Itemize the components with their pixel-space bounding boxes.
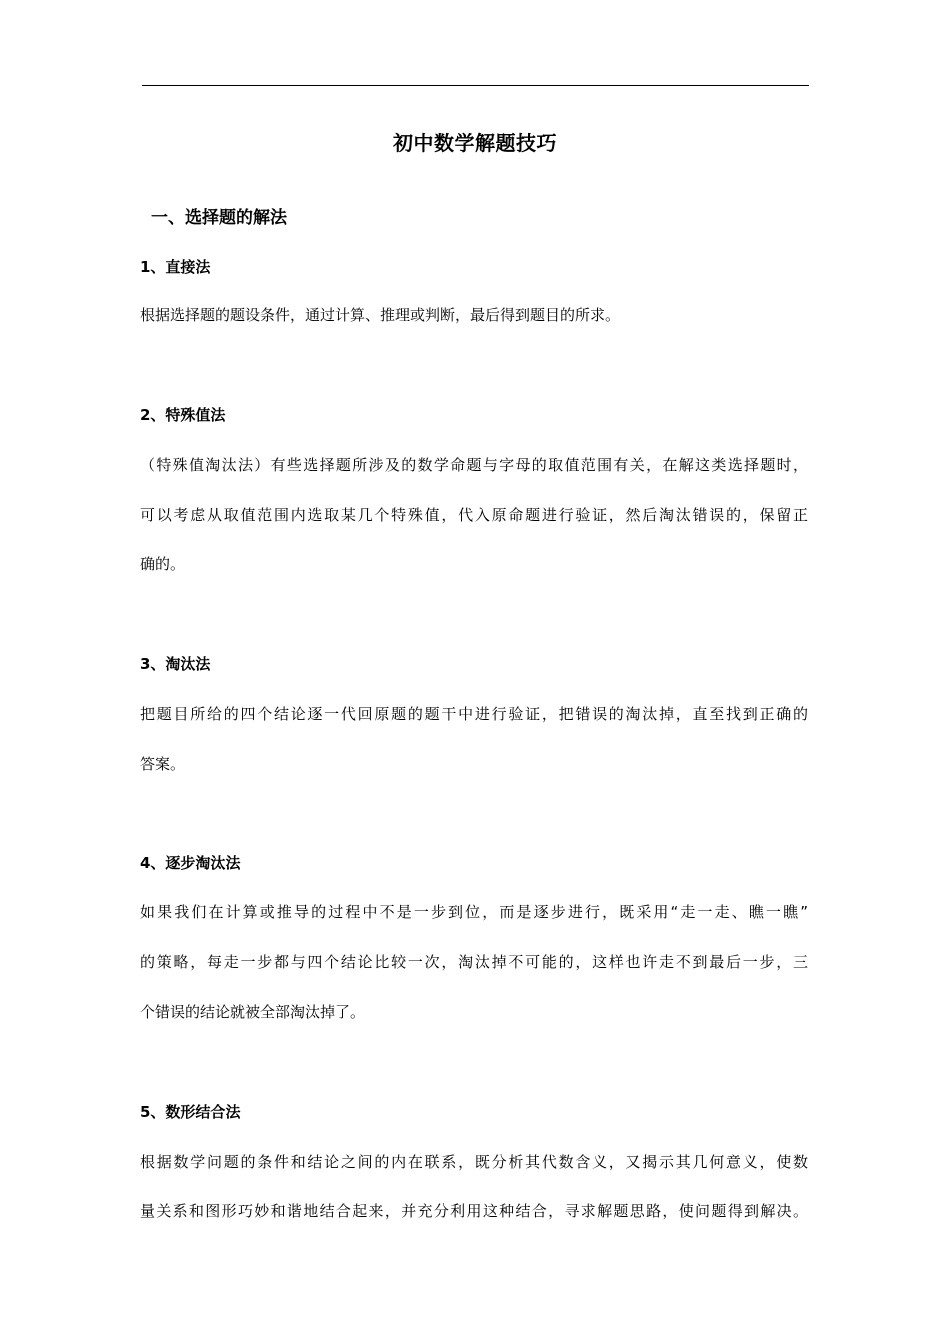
method-text-line: 的策略，每走一步都与四个结论比较一次，淘汰掉不可能的，这样也许走不到最后一步，三 <box>140 953 808 971</box>
method-text-line: 确的。 <box>140 555 186 573</box>
method-text-line: 如果我们在计算或推导的过程中不是一步到位，而是逐步进行，既采用“走一走、瞧一瞧” <box>140 903 808 921</box>
header-rule <box>142 85 809 86</box>
section-heading: 一、选择题的解法 <box>151 208 287 228</box>
method-text-line: 个错误的结论就被全部淘汰掉了。 <box>140 1003 366 1021</box>
method-text-line: 量关系和图形巧妙和谐地结合起来，并充分利用这种结合，寻求解题思路，使问题得到解决。 <box>140 1202 808 1220</box>
method-heading: 3、淘汰法 <box>140 655 211 673</box>
method-heading: 1、直接法 <box>140 258 211 276</box>
method-heading: 4、逐步淘汰法 <box>140 854 241 872</box>
method-text-line: （特殊值淘汰法）有些选择题所涉及的数学命题与字母的取值范围有关，在解这类选择题时， <box>140 456 808 474</box>
method-text-line: 可以考虑从取值范围内选取某几个特殊值，代入原命题进行验证，然后淘汰错误的，保留正 <box>140 506 808 524</box>
method-text-line: 把题目所给的四个结论逐一代回原题的题干中进行验证，把错误的淘汰掉，直至找到正确的 <box>140 705 808 723</box>
method-text-line: 答案。 <box>140 755 186 773</box>
method-text-line: 根据数学问题的条件和结论之间的内在联系，既分析其代数含义，又揭示其几何意义，使数 <box>140 1153 808 1171</box>
method-heading: 2、特殊值法 <box>140 406 226 424</box>
document-title: 初中数学解题技巧 <box>393 131 557 155</box>
method-heading: 5、数形结合法 <box>140 1103 241 1121</box>
method-text-line: 根据选择题的题设条件，通过计算、推理或判断，最后得到题目的所求。 <box>140 306 621 324</box>
